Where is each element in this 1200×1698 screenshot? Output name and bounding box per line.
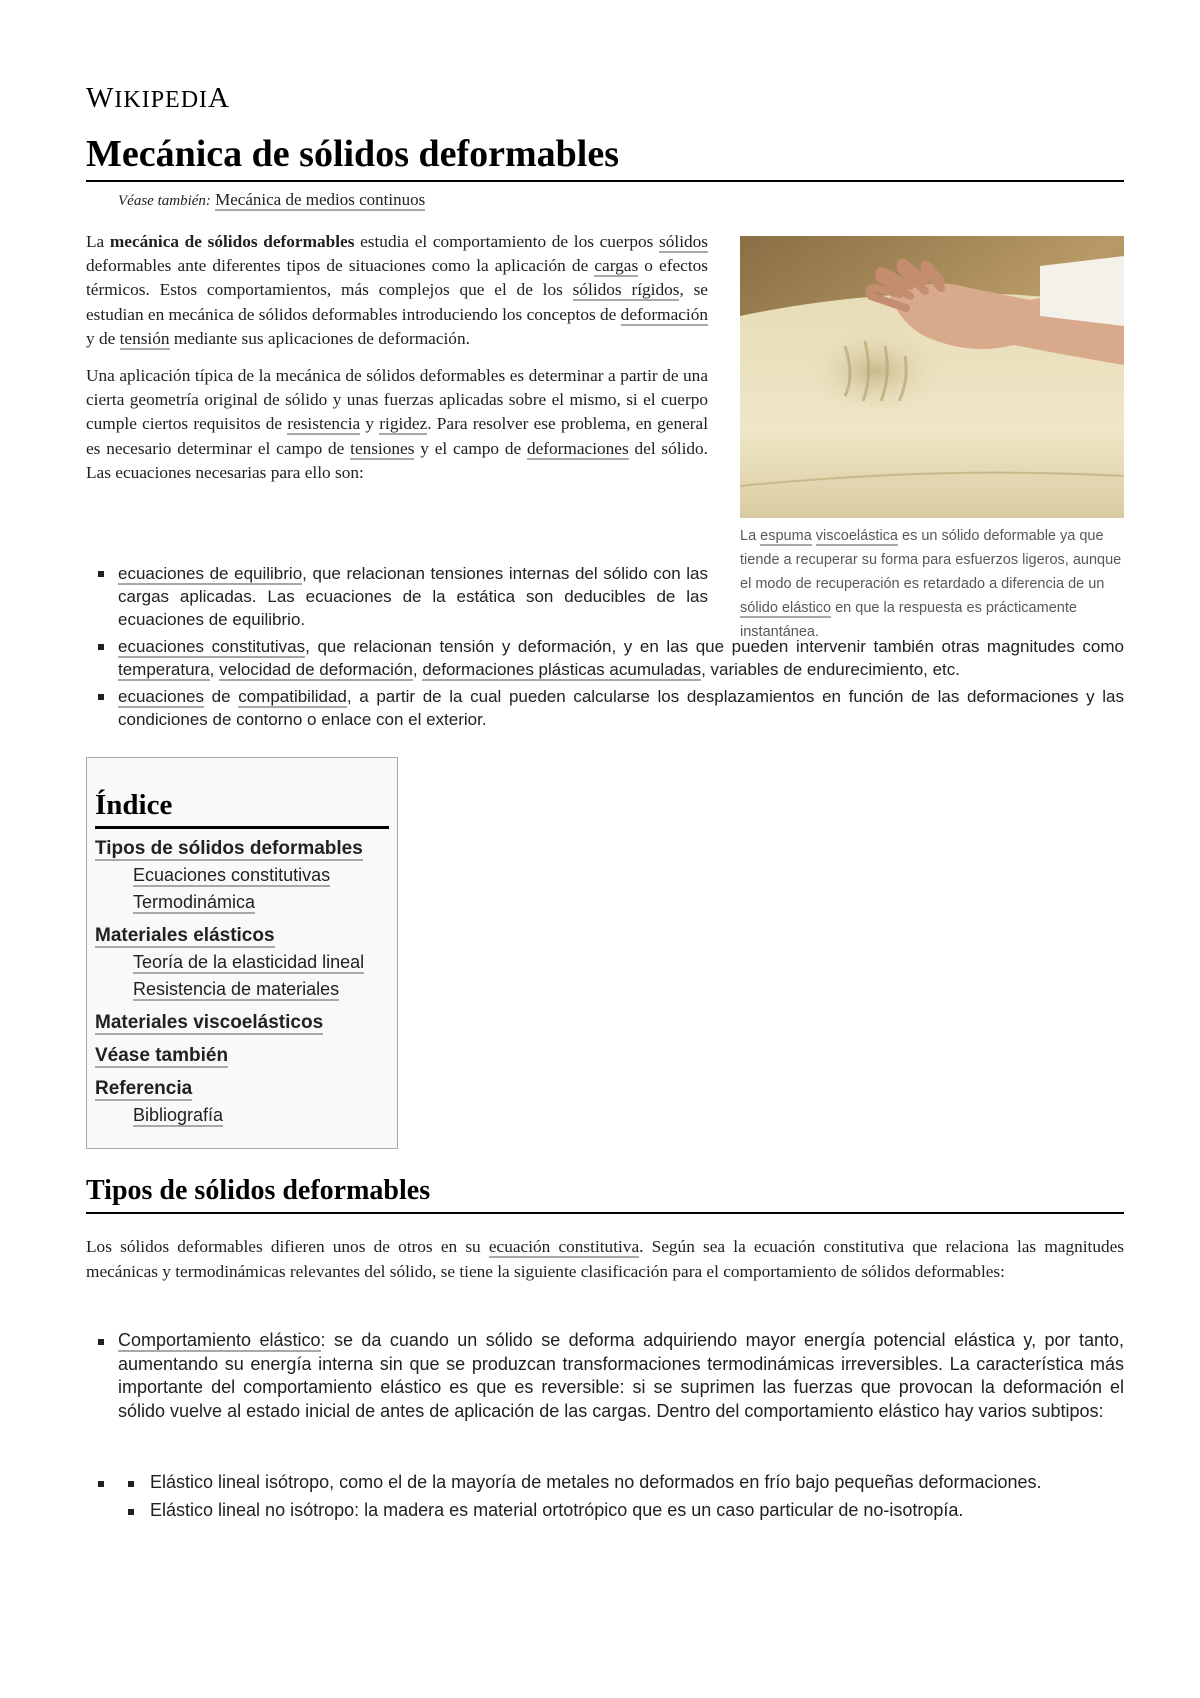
section-paragraph [86,1235,1124,1284]
logo-letter-end: A [208,82,230,114]
text: : se da cuando un sólido se deforma adquiriendo mayor energía potencial elástica y, por tanto, aumentando su energía interna sin que se produzcan transformaciones termodinámicas irreversibles. La característica más importante del comportamiento elástico es que es reversible: si se suprimen las fuerzas que provocan la deformación el sólido vuelve al estado inicial de antes de aplicación de las cargas. Dentro del comportamiento elástico hay varios subtipos: [118,1330,1124,1421]
list-item [86,1329,1124,1423]
link-temperatura[interactable]: temperatura [118,660,210,679]
link-tension[interactable]: tensión [119,328,170,348]
equations-list [86,562,1124,735]
link-ecuaciones-constitutivas[interactable]: ecuaciones constitutivas [118,637,306,656]
link-comportamiento-elastico[interactable]: Comportamiento elástico [118,1330,321,1350]
text: deformables ante diferentes tipos de situaciones como la aplicación de [86,256,595,276]
text: en que la respuesta es prácticamente instantánea. [740,600,1077,640]
toc-link-teoria-elasticidad[interactable]: Teoría de la elasticidad lineal [133,952,365,972]
hatnote-label: Véase también: [118,193,211,209]
link-resistencia[interactable]: resistencia [287,414,361,434]
text: y [360,414,380,434]
toc-link-ecuaciones-constitutivas[interactable]: Ecuaciones constitutivas [133,865,331,885]
text: . Según sea la ecuación constitutiva que relaciona las magnitudes mecánicas y termodinámicas relevantes del sólido, se tiene la siguiente clasificación para el comportamiento de sólidos deformables: [86,1237,1125,1281]
link-espuma[interactable]: espuma [760,528,812,544]
intro-text [86,230,708,498]
text: Los sólidos deformables difieren unos de otros en su [86,1237,489,1256]
list-item [86,562,708,631]
text: o efectos térmicos. Estos comportamientos, más complejos que el de los [86,256,708,300]
text: y de [86,328,120,348]
text: , que relacionan tensión y deformación, y en las que pueden intervenir también otras magnitudes como [305,637,1124,656]
logo-text: IKIPEDI [114,87,209,113]
text: , se estudian en mecánica de sólidos deformables introduciendo los conceptos de [86,280,708,324]
text: , a partir de la cual pueden calcularse los desplazamientos en función de las deformaciones y las condiciones de contorno o enlace con el exterior. [118,687,1124,729]
toc-heading: Índice [95,786,389,829]
link-ecuacion-constitutiva[interactable]: ecuación constitutiva [488,1237,640,1256]
link-velocidad-deformacion[interactable]: velocidad de deformación [219,660,413,679]
text: es un sólido deformable ya que tiende a recuperar su forma para esfuerzos ligeros, aunque el modo de recuperación es retardado a diferencia de un [740,528,1122,592]
toc-item [95,835,389,862]
link-deformaciones-plasticas[interactable]: deformaciones plásticas acumuladas [422,660,702,679]
list-item: Elástico lineal isótropo, como el de la mayoría de metales no deformados en frío bajo pequeñas deformaciones. [86,1471,1124,1495]
text: , [209,660,220,679]
list-item [86,685,1124,731]
foam-hand-photo[interactable] [740,236,1124,518]
toc-link-resistencia-materiales[interactable]: Resistencia de materiales [133,979,340,999]
behavior-list [86,1329,1124,1423]
toc-item [95,1042,389,1069]
link-viscoelastica[interactable]: viscoelástica [815,528,898,544]
link-rigidez[interactable]: rigidez [379,414,428,434]
table-of-contents [86,757,398,1149]
text: , [412,660,423,679]
link-compatibilidad[interactable]: compatibilidad [238,687,347,706]
text: mediante sus aplicaciones de deformación. [169,328,470,348]
toc-item [95,1075,389,1102]
text: , variables de endurecimiento, etc. [701,660,960,679]
text: y el campo de [414,438,527,458]
list-item [86,635,1124,681]
link-deformaciones[interactable]: deformaciones [526,438,629,458]
toc-item [95,1009,389,1036]
bold-term: mecánica de sólidos deformables [109,232,355,251]
hatnote [118,190,425,210]
text: , que relacionan tensiones internas del sólido con las cargas aplicadas. Las ecuaciones de la estática son deducibles de las ecuaciones de equilibrio. [118,564,709,629]
link-ecuaciones[interactable]: ecuaciones [118,687,205,706]
toc-link-materiales-elasticos[interactable]: Materiales elásticos [95,925,275,946]
toc-item [95,922,389,949]
text: de [204,687,239,706]
link-solido-elastico[interactable]: sólido elástico [740,600,832,616]
link-ecuaciones-equilibrio[interactable]: ecuaciones de equilibrio [118,564,303,583]
toc-subitem [95,862,389,889]
toc-link-tipos[interactable]: Tipos de sólidos deformables [95,838,363,859]
hatnote-link[interactable]: Mecánica de medios continuos [215,190,426,209]
logo-letter: W [86,82,115,114]
toc-subitem [95,889,389,916]
text: estudia el comportamiento de los cuerpos [354,232,660,251]
list-item: Elástico lineal no isótropo: la madera es material ortotrópico que es un caso particular de no-isotropía. [86,1499,1124,1523]
toc-link-viscoelasticos[interactable]: Materiales viscoelásticos [95,1012,324,1033]
link-solidos-rigidos[interactable]: sólidos rígidos [572,280,680,300]
link-cargas[interactable]: cargas [594,256,639,276]
toc-link-referencia[interactable]: Referencia [95,1078,193,1099]
link-tensiones[interactable]: tensiones [350,438,415,458]
toc-link-termodinamica[interactable]: Termodinámica [133,892,256,912]
page-title: Mecánica de sólidos deformables [86,130,1124,182]
toc-link-vease-tambien[interactable]: Véase también [95,1045,229,1066]
text: Una aplicación típica de la mecánica de sólidos deformables es determinar a partir de una cierta geometría original de sólido y unas fuerzas aplicadas sobre el mismo, si el cuerpo cumple ciertos requisitos de [86,366,708,434]
link-deformacion[interactable]: deformación [620,304,708,324]
toc-subitem [95,949,389,976]
section-heading: Tipos de sólidos deformables [86,1172,1124,1214]
toc-subitem [95,1102,389,1129]
wikipedia-logo[interactable] [86,82,230,115]
text: La [740,528,761,544]
link-solidos[interactable]: sólidos [659,232,709,251]
text: del sólido. Las ecuaciones necesarias para ello son: [86,438,708,482]
intro-paragraph-2 [86,364,708,485]
text: La [86,232,110,251]
intro-paragraph-1 [86,230,708,351]
toc-link-bibliografia[interactable]: Bibliografía [133,1105,224,1125]
elastic-subtypes-list [86,1471,1124,1526]
toc-subitem [95,976,389,1003]
text: . Para resolver ese problema, en general es necesario determinar el campo de [86,414,708,458]
